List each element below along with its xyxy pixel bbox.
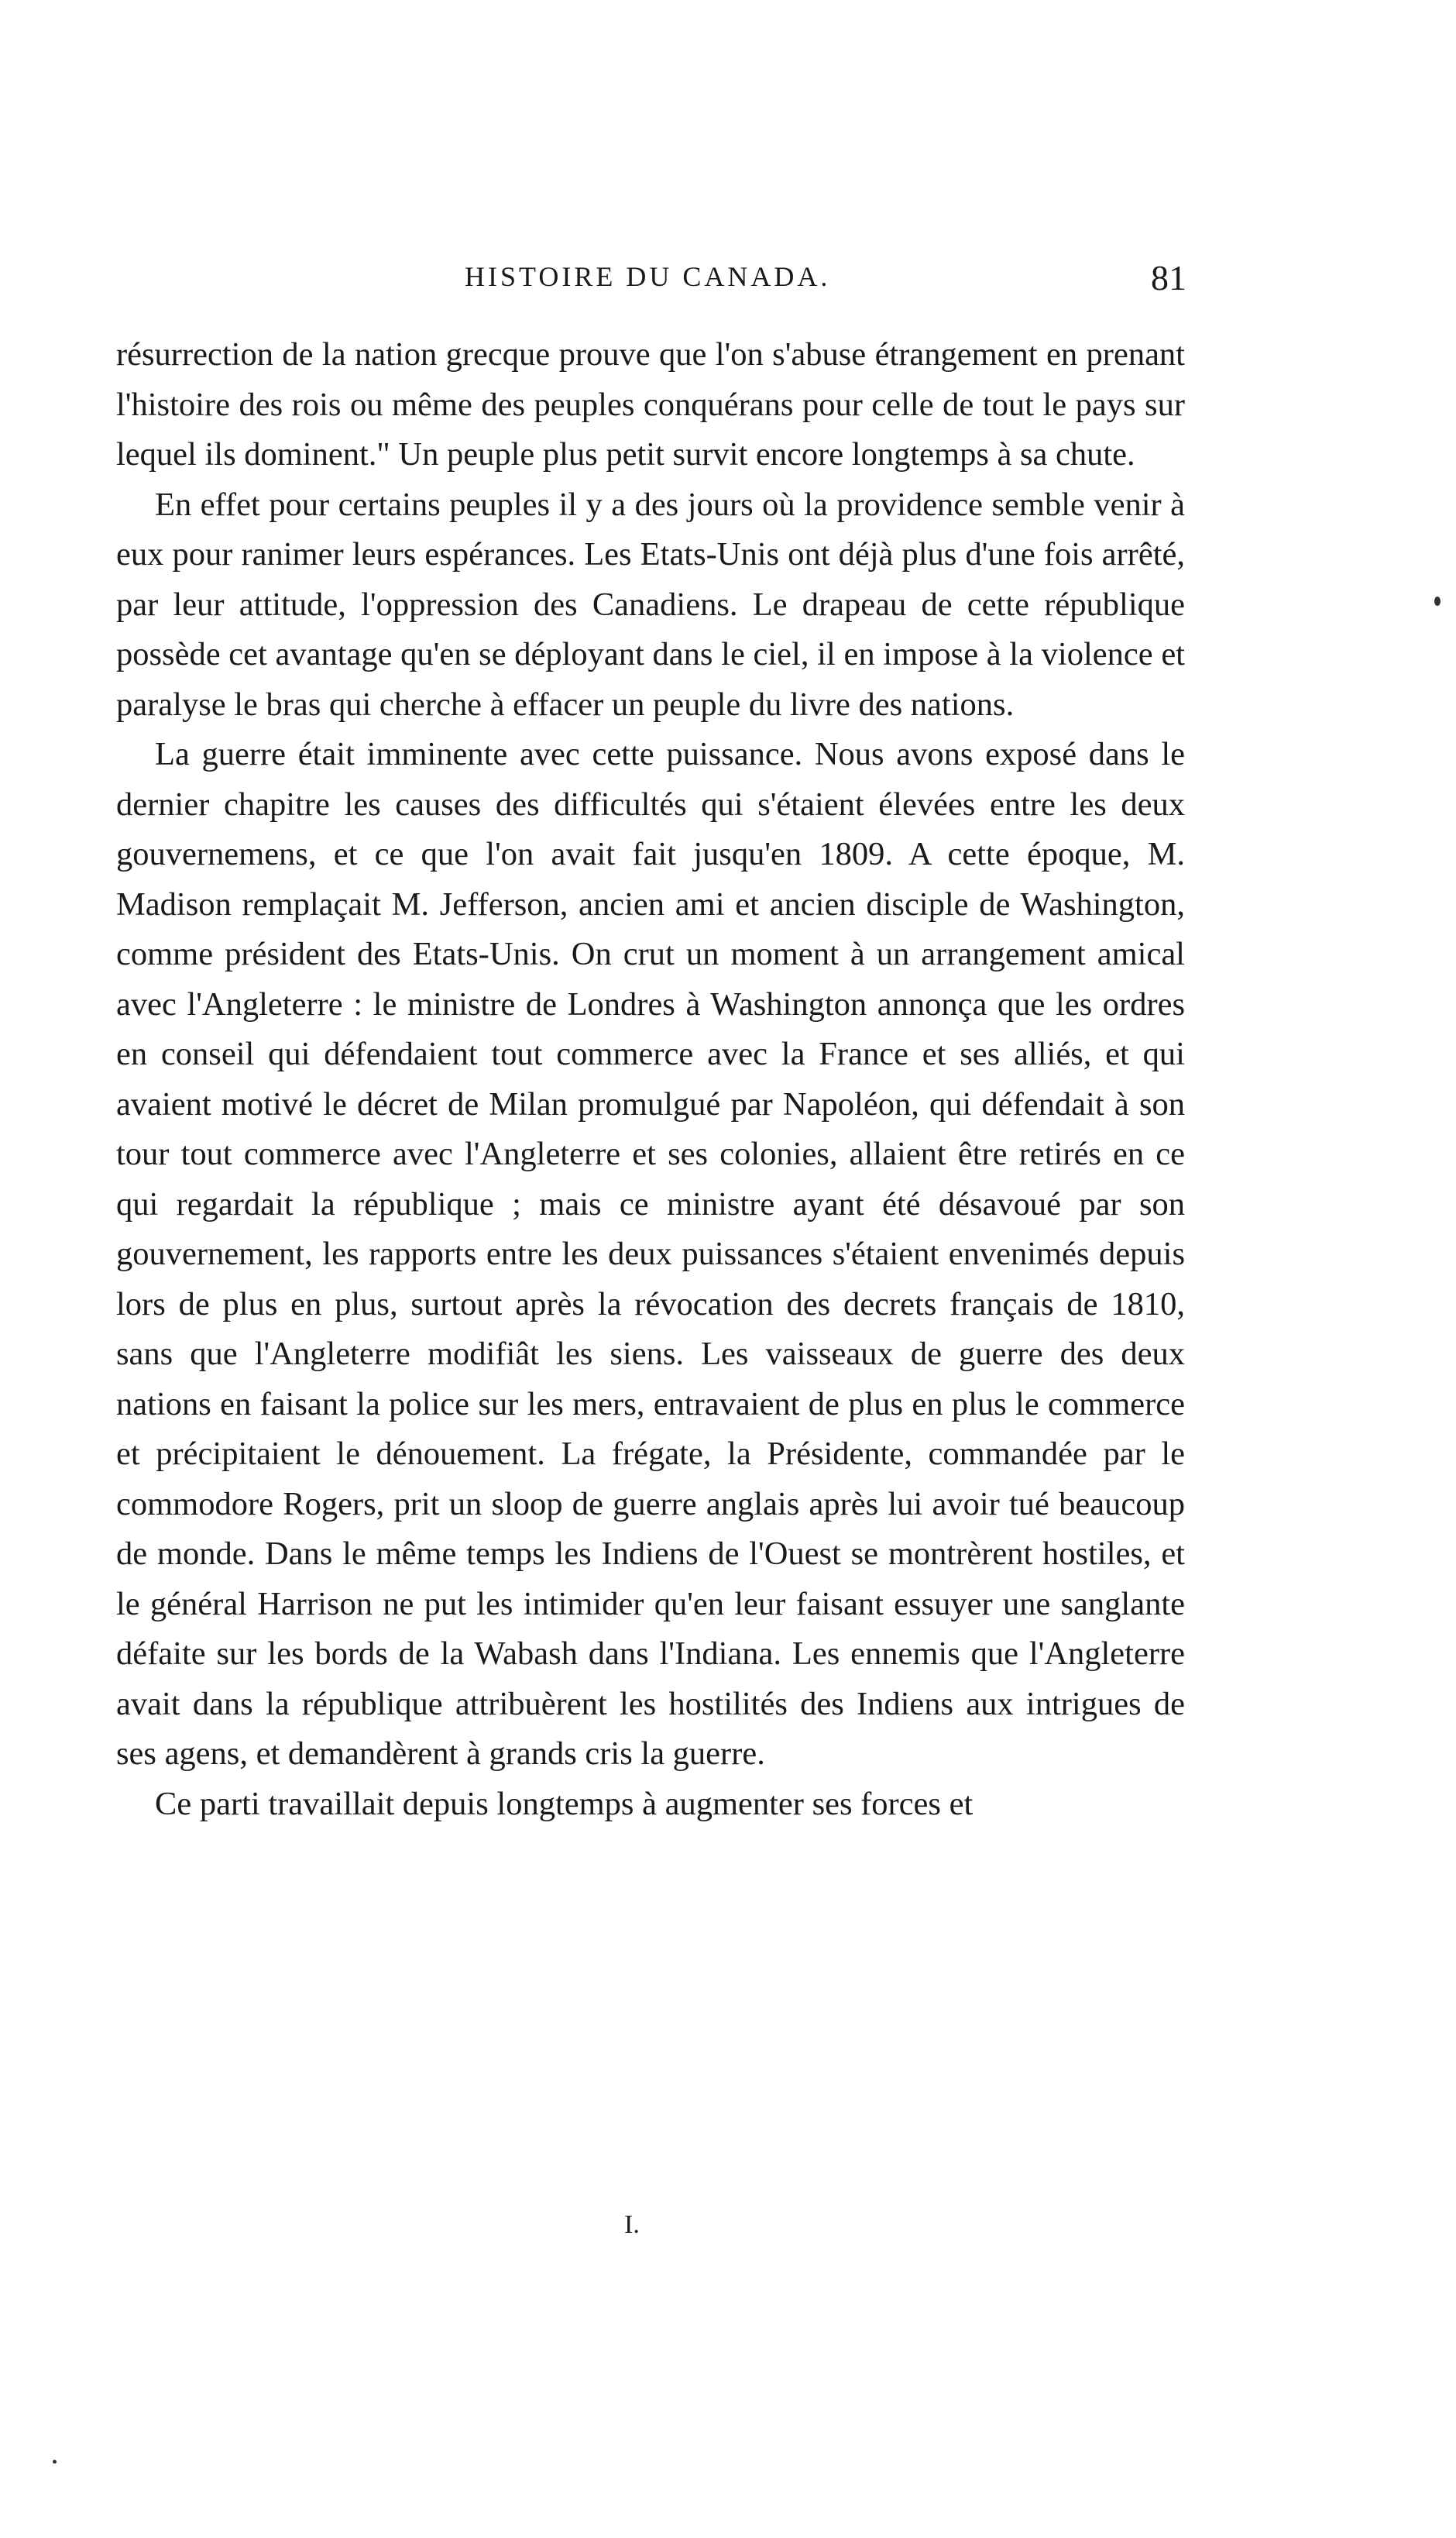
signature-mark: I. bbox=[624, 2210, 640, 2239]
ink-speck bbox=[53, 2460, 57, 2464]
page-number: 81 bbox=[1151, 258, 1186, 297]
body-text bbox=[116, 330, 1185, 1829]
paragraph: La guerre était imminente avec cette puissance. Nous avons exposé dans le dernier chapitre les causes des difficultés qui s'étaient élevées entre les deux gouvernemens, et ce que l'on avait fait jusqu'en 1809. A cette époque, M. Madison remplaçait M. Jefferson, ancien ami et ancien disciple de Washington, comme président des Etats-Unis. On crut un moment à un arrangement amical avec l'Angleterre : le ministre de Londres à Washington annonça que les ordres en conseil qui défendaient tout commerce avec la France et ses alliés, et qui avaient motivé le décret de Milan promulgué par Napoléon, qui défendait à son tour tout commerce avec l'Angleterre et ses colonies, allaient être retirés en ce qui regardait la république ; mais ce ministre ayant été désavoué par son gouvernement, les rapports entre les deux puissances s'étaient envenimés depuis lors de plus en plus, surtout après la révocation des decrets français de 1810, sans que l'Angleterre modifiât les siens. Les vaisseaux de guerre des deux nations en faisant la police sur les mers, entravaient de plus en plus le commerce et précipitaient le dénouement. La frégate, la Présidente, commandée par le commodore Rogers, prit un sloop de guerre anglais après lui avoir tué beaucoup de monde. Dans le même temps les Indiens de l'Ouest se montrèrent hostiles, et le général Harrison ne put les intimider qu'en leur faisant essuyer une sanglante défaite sur les bords de la Wabash dans l'Indiana. Les ennemis que l'Angleterre avait dans la république attribuèrent les hostilités des Indiens aux intrigues de ses agens, et demandèrent à grands cris la guerre. bbox=[116, 736, 1185, 1772]
paragraph: En effet pour certains peuples il y a des jours où la providence semble venir à eux pour ranimer leurs espérances. Les Etats-Unis ont déjà plus d'une fois arrêté, par leur attitude, l'oppression des Canadiens. Le drapeau de cette république possède cet avantage qu'en se déployant dans le ciel, il en impose à la violence et paralyse le bras qui cherche à effacer un peuple du livre des nations. bbox=[116, 486, 1185, 723]
paragraph: Ce parti travaillait depuis longtemps à augmenter ses forces et bbox=[155, 1785, 974, 1822]
paragraph-continuation: résurrection de la nation grecque prouve que l'on s'abuse étrangement en prenant l'histoire des rois ou même des peuples conquérans pour celle de tout le pays sur lequel ils dominent." Un peuple plus petit survit encore longtemps à sa chute. bbox=[116, 336, 1185, 473]
ink-speck bbox=[1434, 597, 1441, 606]
running-title: HISTOIRE DU CANADA. bbox=[465, 261, 831, 292]
running-header bbox=[116, 260, 1185, 307]
